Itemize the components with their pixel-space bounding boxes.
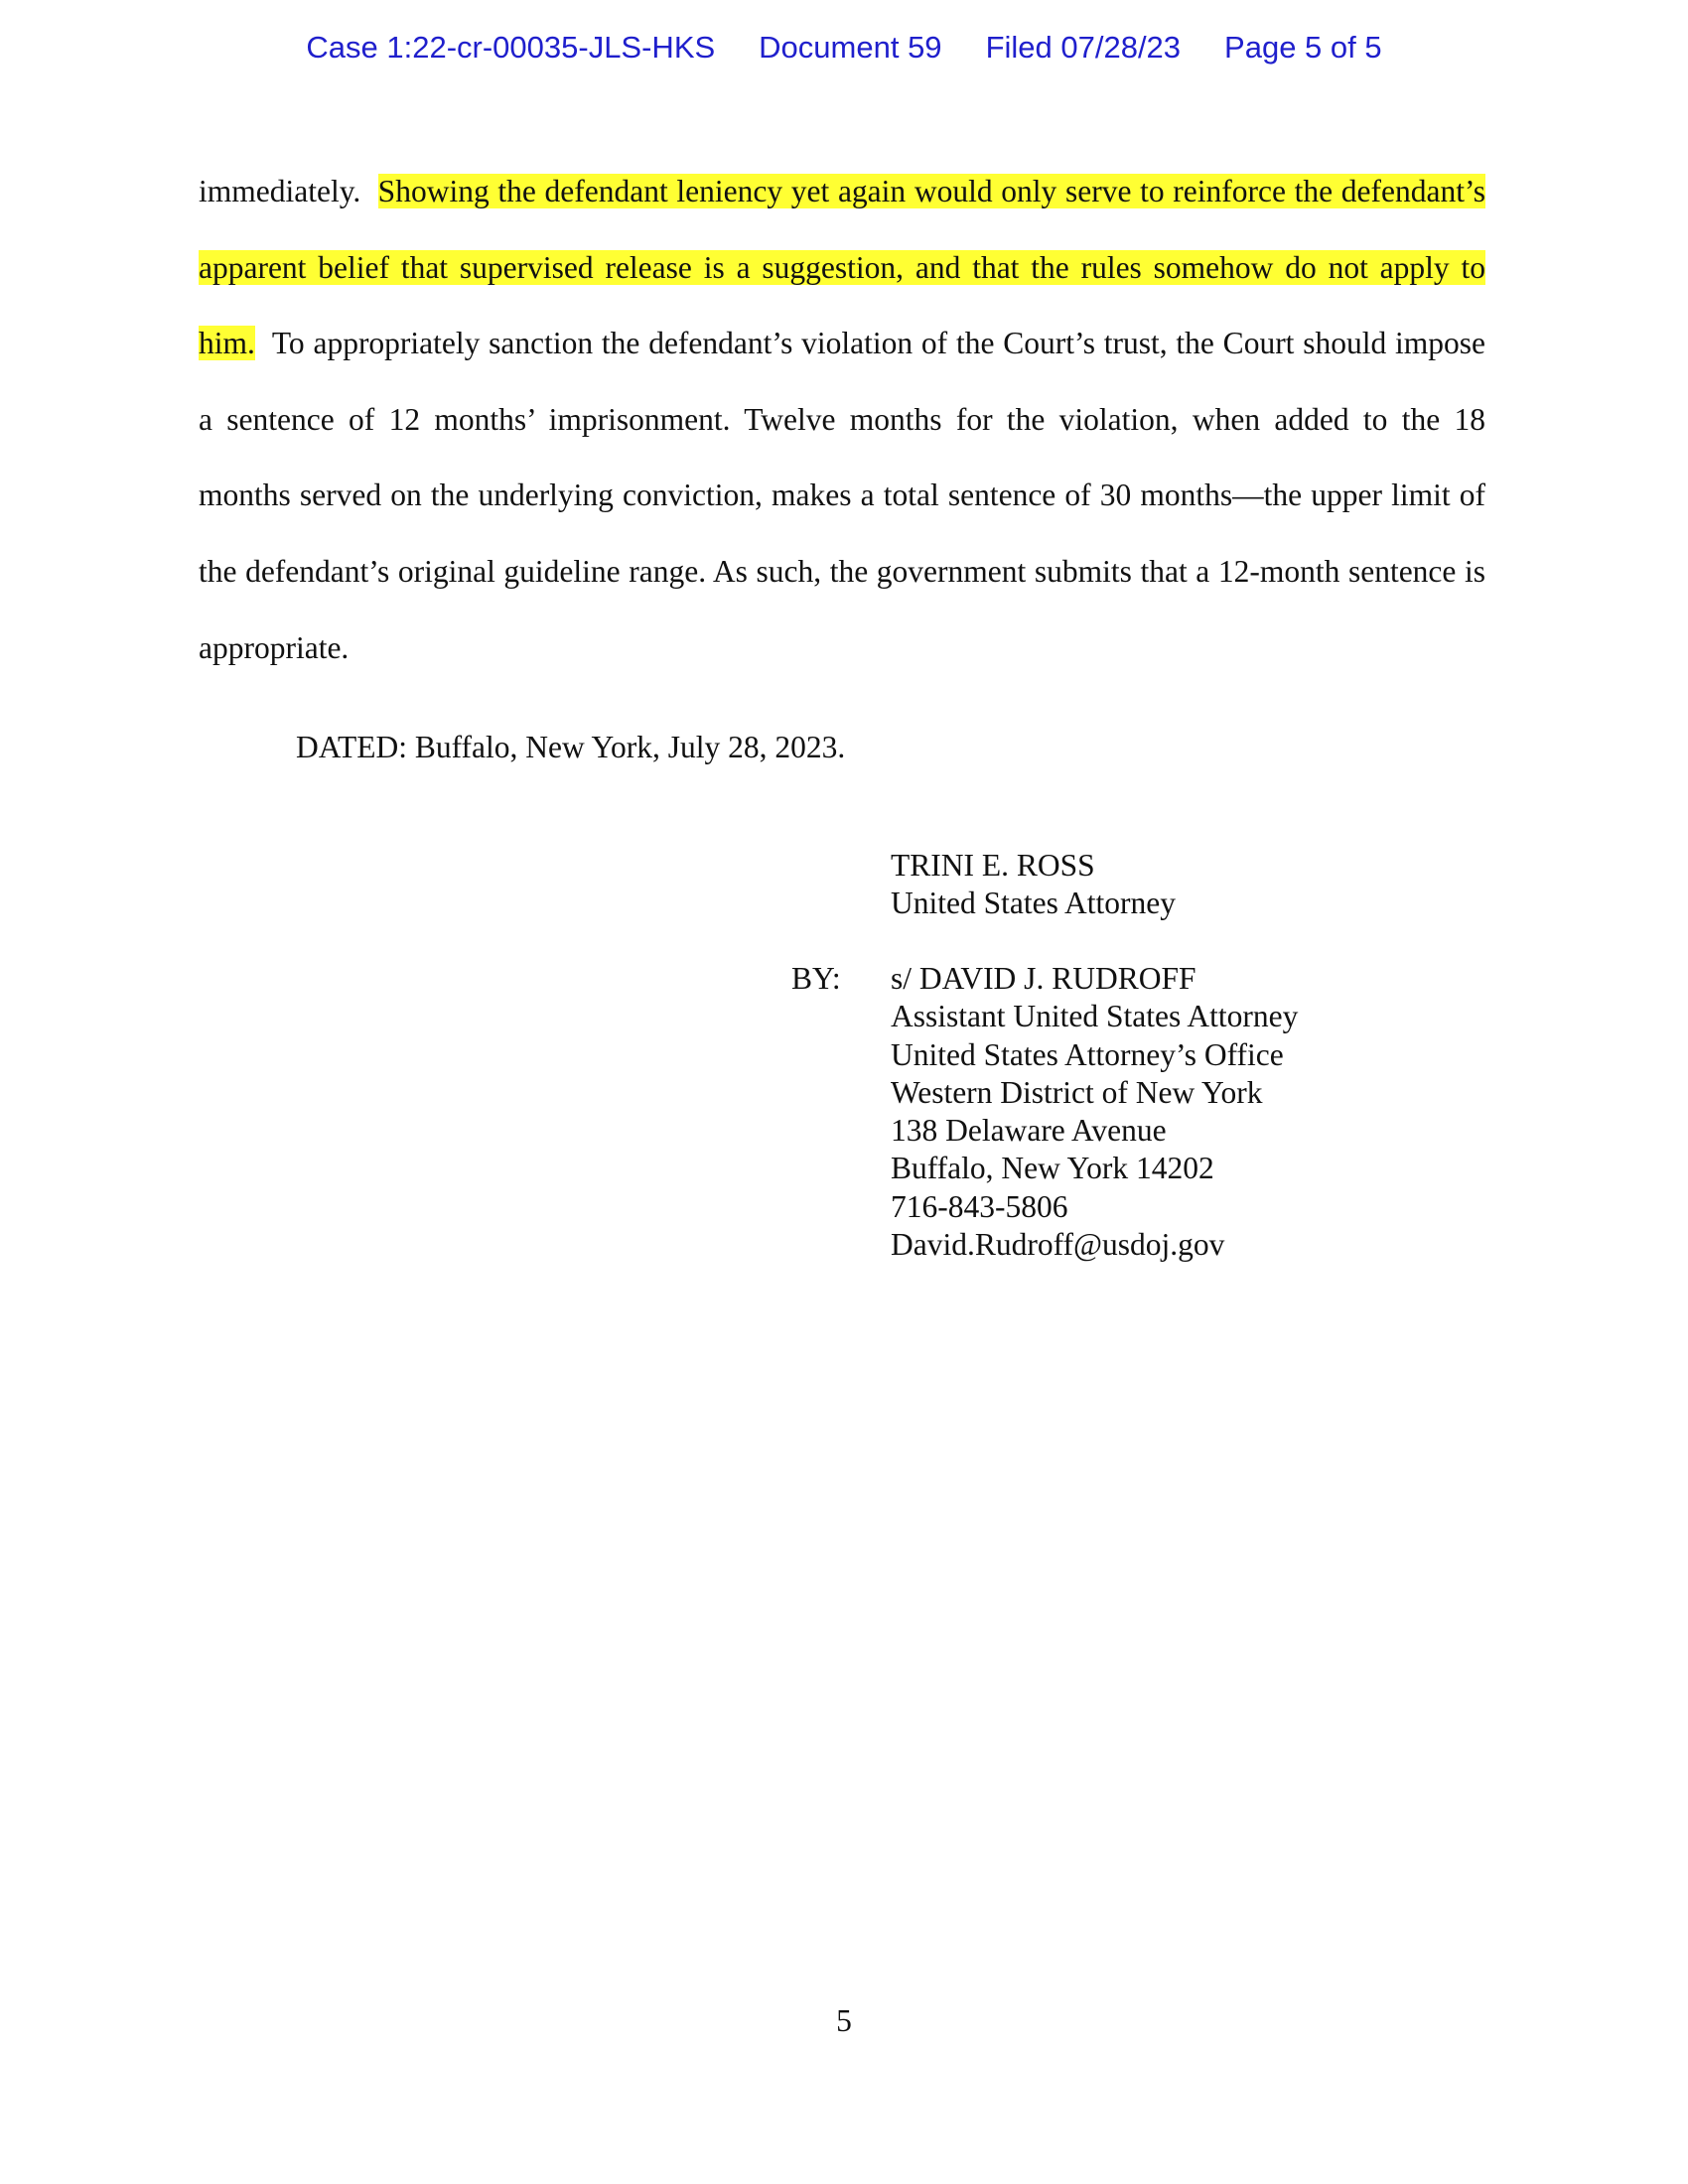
street-address: 138 Delaware Avenue [891, 1113, 1167, 1149]
signer-name: s/ DAVID J. RUDROFF [891, 961, 1196, 996]
document-number: Document 59 [759, 30, 942, 65]
highlighted-text: Showing the defendant leniency yet again would only serve to reinforce the defendant’s apparent belief that supervised release is a suggestion, and that the rules somehow do not apply to him. [199, 174, 1486, 361]
signature-block-signer [891, 960, 1298, 1264]
filed-date: Filed 07/28/23 [985, 30, 1182, 65]
office-name: United States Attorney’s Office [891, 1036, 1284, 1072]
email-address[interactable]: David.Rudroff@usdoj.gov [891, 1227, 1225, 1263]
body-paragraph [199, 154, 1485, 686]
attorney-name: TRINI E. ROSS [891, 848, 1095, 883]
dated-line: DATED: Buffalo, New York, July 28, 2023. [296, 730, 846, 764]
city-address: Buffalo, New York 14202 [891, 1151, 1214, 1186]
signer-title: Assistant United States Attorney [891, 999, 1299, 1034]
paragraph-lead: immediately. [199, 174, 361, 208]
district-name: Western District of New York [891, 1074, 1263, 1110]
attorney-title: United States Attorney [891, 886, 1176, 921]
phone-number: 716-843-5806 [891, 1188, 1068, 1224]
by-label: BY: [791, 961, 841, 996]
page-indicator: Page 5 of 5 [1224, 30, 1382, 65]
case-number: Case 1:22-cr-00035-JLS-HKS [306, 30, 716, 65]
filing-header [0, 30, 1688, 66]
page-number: 5 [836, 2003, 852, 2038]
signature-block-attorney [891, 847, 1176, 923]
paragraph-rest: To appropriately sanction the defendant’s violation of the Court’s trust, the Court should impose a sentence of 12 months’ imprisonment. Twelve months for the violation, when added to the 18 months served on the underlying conviction, makes a total sentence of 30 months—the upper limit of the defendant’s original guideline range. As such, the government submits that a 12-month sentence is appropriate. [199, 326, 1485, 665]
